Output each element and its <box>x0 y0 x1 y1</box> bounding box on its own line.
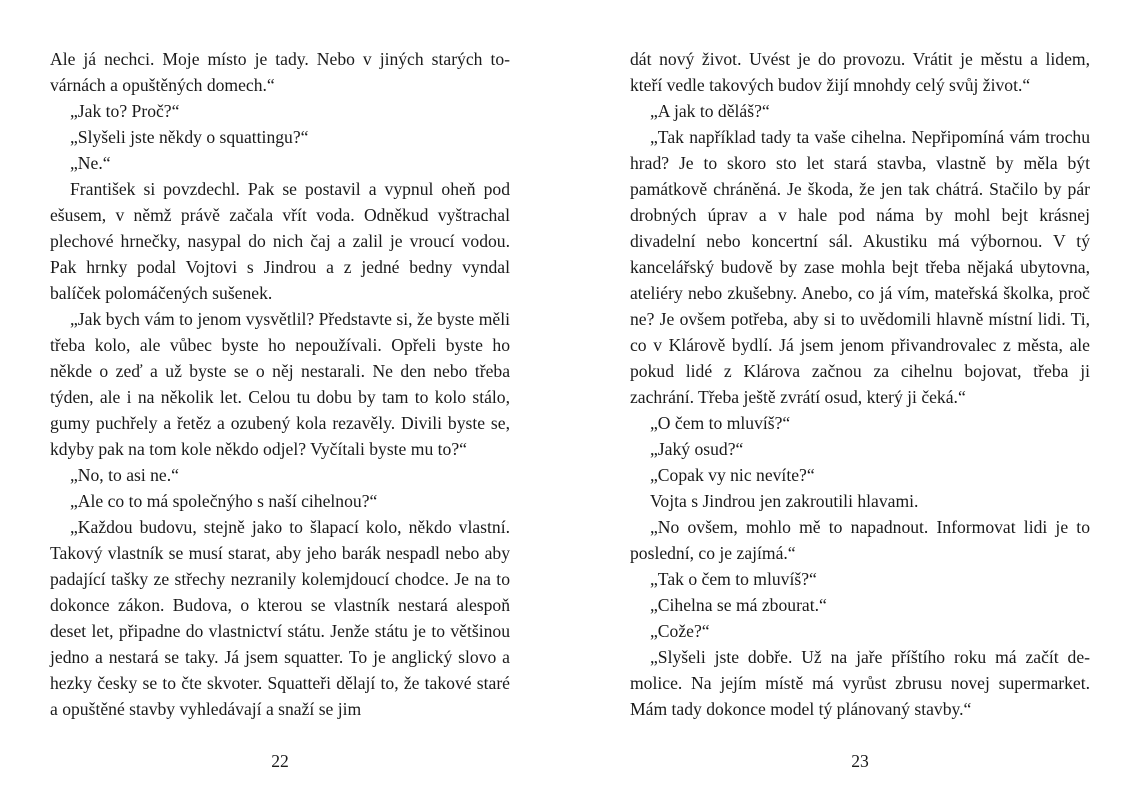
paragraph: „No, to asi ne.“ <box>70 465 179 485</box>
paragraph: „Jak bych vám to jenom vysvětlil? Představte si, že byste měli třeba kolo, ale vůbec byste ho nepoužívali. Opřeli byste ho někde o zeď a už byste se o něj nestarali. Ne den nebo třeba týden, ale i na několik let. Celou tu dobu by tam to kolo stálo, gumy puchřely a řetěz a ozubený kola rezavěly. Divili byste se, kdyby pak na tom kole někdo odjel? Vyčítali byste mu to?“ <box>50 309 510 459</box>
paragraph: „Jak to? Proč?“ <box>70 101 180 121</box>
paragraph: „Tak například tady ta vaše cihelna. Nepřipomíná vám trochu hrad? Je to skoro sto let stará stavba, vlastně by měla být památkově chráněná. Je škoda, že jen tak chátrá. Stačilo by pár drobných úprav a v hale pod náma by mohl bejt krásnej divadelní nebo koncertní sál. Akustiku má výbornou. V tý kancelářský budově by zase mohla bejt třeba nějaká ubytovna, ateliéry nebo zkušebny. Anebo, co já vím, mateřská školka, proč ne? Je ovšem potřeba, aby si to uvědomili hlavně místní lidi. Ti, co v Klárově bydlí. Já jsem jenom přivandrovalec z města, ale pokud lidé z Klárova začnou za cihelnu bojovat, třeba ji zachrání. Třeba ještě zvrátí osud, který ji čeká.“ <box>630 127 1090 407</box>
paragraph: „A jak to děláš?“ <box>650 101 770 121</box>
paragraph: „O čem to mluvíš?“ <box>650 413 791 433</box>
paragraph: „Tak o čem to mluvíš?“ <box>650 569 817 589</box>
right-page-text <box>630 46 1090 722</box>
left-page-text <box>50 46 510 722</box>
paragraph: František si povzdechl. Pak se postavil a vypnul oheň pod ešusem, v němž právě začala vřít voda. Odněkud vyštrachal plechové hrnečky, nasypal do nich čaj a zalil je vroucí vodou. Pak hrnky podal Vojtovi s Jindrou a z jedné bedny vyndal balíček polomáčených sušenek. <box>50 179 510 303</box>
page-number: 23 <box>851 751 869 771</box>
paragraph: „Cože?“ <box>650 621 710 641</box>
page-number: 22 <box>271 751 289 771</box>
left-page <box>50 46 510 771</box>
paragraph: „Slyšeli jste někdy o squattingu?“ <box>70 127 309 147</box>
paragraph: „Ale co to má společnýho s naší cihelnou?“ <box>70 491 378 511</box>
paragraph: dát nový život. Uvést je do provozu. Vrátit je městu a lidem, kteří vedle takových budov žijí mnohdy celý svůj život.“ <box>630 49 1090 95</box>
paragraph: „Každou budovu, stejně jako to šlapací kolo, někdo vlastní. Takový vlastník se musí starat, aby jeho barák nespadl nebo aby padající tašky ze střechy nezranily kolemjdoucí chodce. Je na to dokonce zákon. Budova, o kterou se vlastník nestará alespoň deset let, připadne do vlastnictví státu. Jenže státu je to většinou jedno a nestará se taky. Já jsem squatter. To je anglický slovo a hezky česky se to čte skvoter. Squatteři dělají to, že takové staré a opuštěné stavby vyhledávají a snaží se jim <box>50 517 510 719</box>
paragraph: Ale já nechci. Moje místo je tady. Nebo v jiných starých továrnách a opuštěných domech.“ <box>50 49 510 95</box>
paragraph: „Ne.“ <box>70 153 111 173</box>
right-page <box>630 46 1090 771</box>
paragraph: „Jaký osud?“ <box>650 439 744 459</box>
paragraph: „No ovšem, mohlo mě to napadnout. Informovat lidi je to poslední, co je zajímá.“ <box>630 517 1090 563</box>
paragraph: „Slyšeli jste dobře. Už na jaře příštího roku má začít demolice. Na jejím místě má vyrůst zbrusu novej supermarket. Mám tady dokonce model tý plánovaný stavby.“ <box>630 647 1090 719</box>
paragraph: Vojta s Jindrou jen zakroutili hlavami. <box>650 491 919 511</box>
paragraph: „Copak vy nic nevíte?“ <box>650 465 815 485</box>
paragraph: „Cihelna se má zbourat.“ <box>650 595 827 615</box>
